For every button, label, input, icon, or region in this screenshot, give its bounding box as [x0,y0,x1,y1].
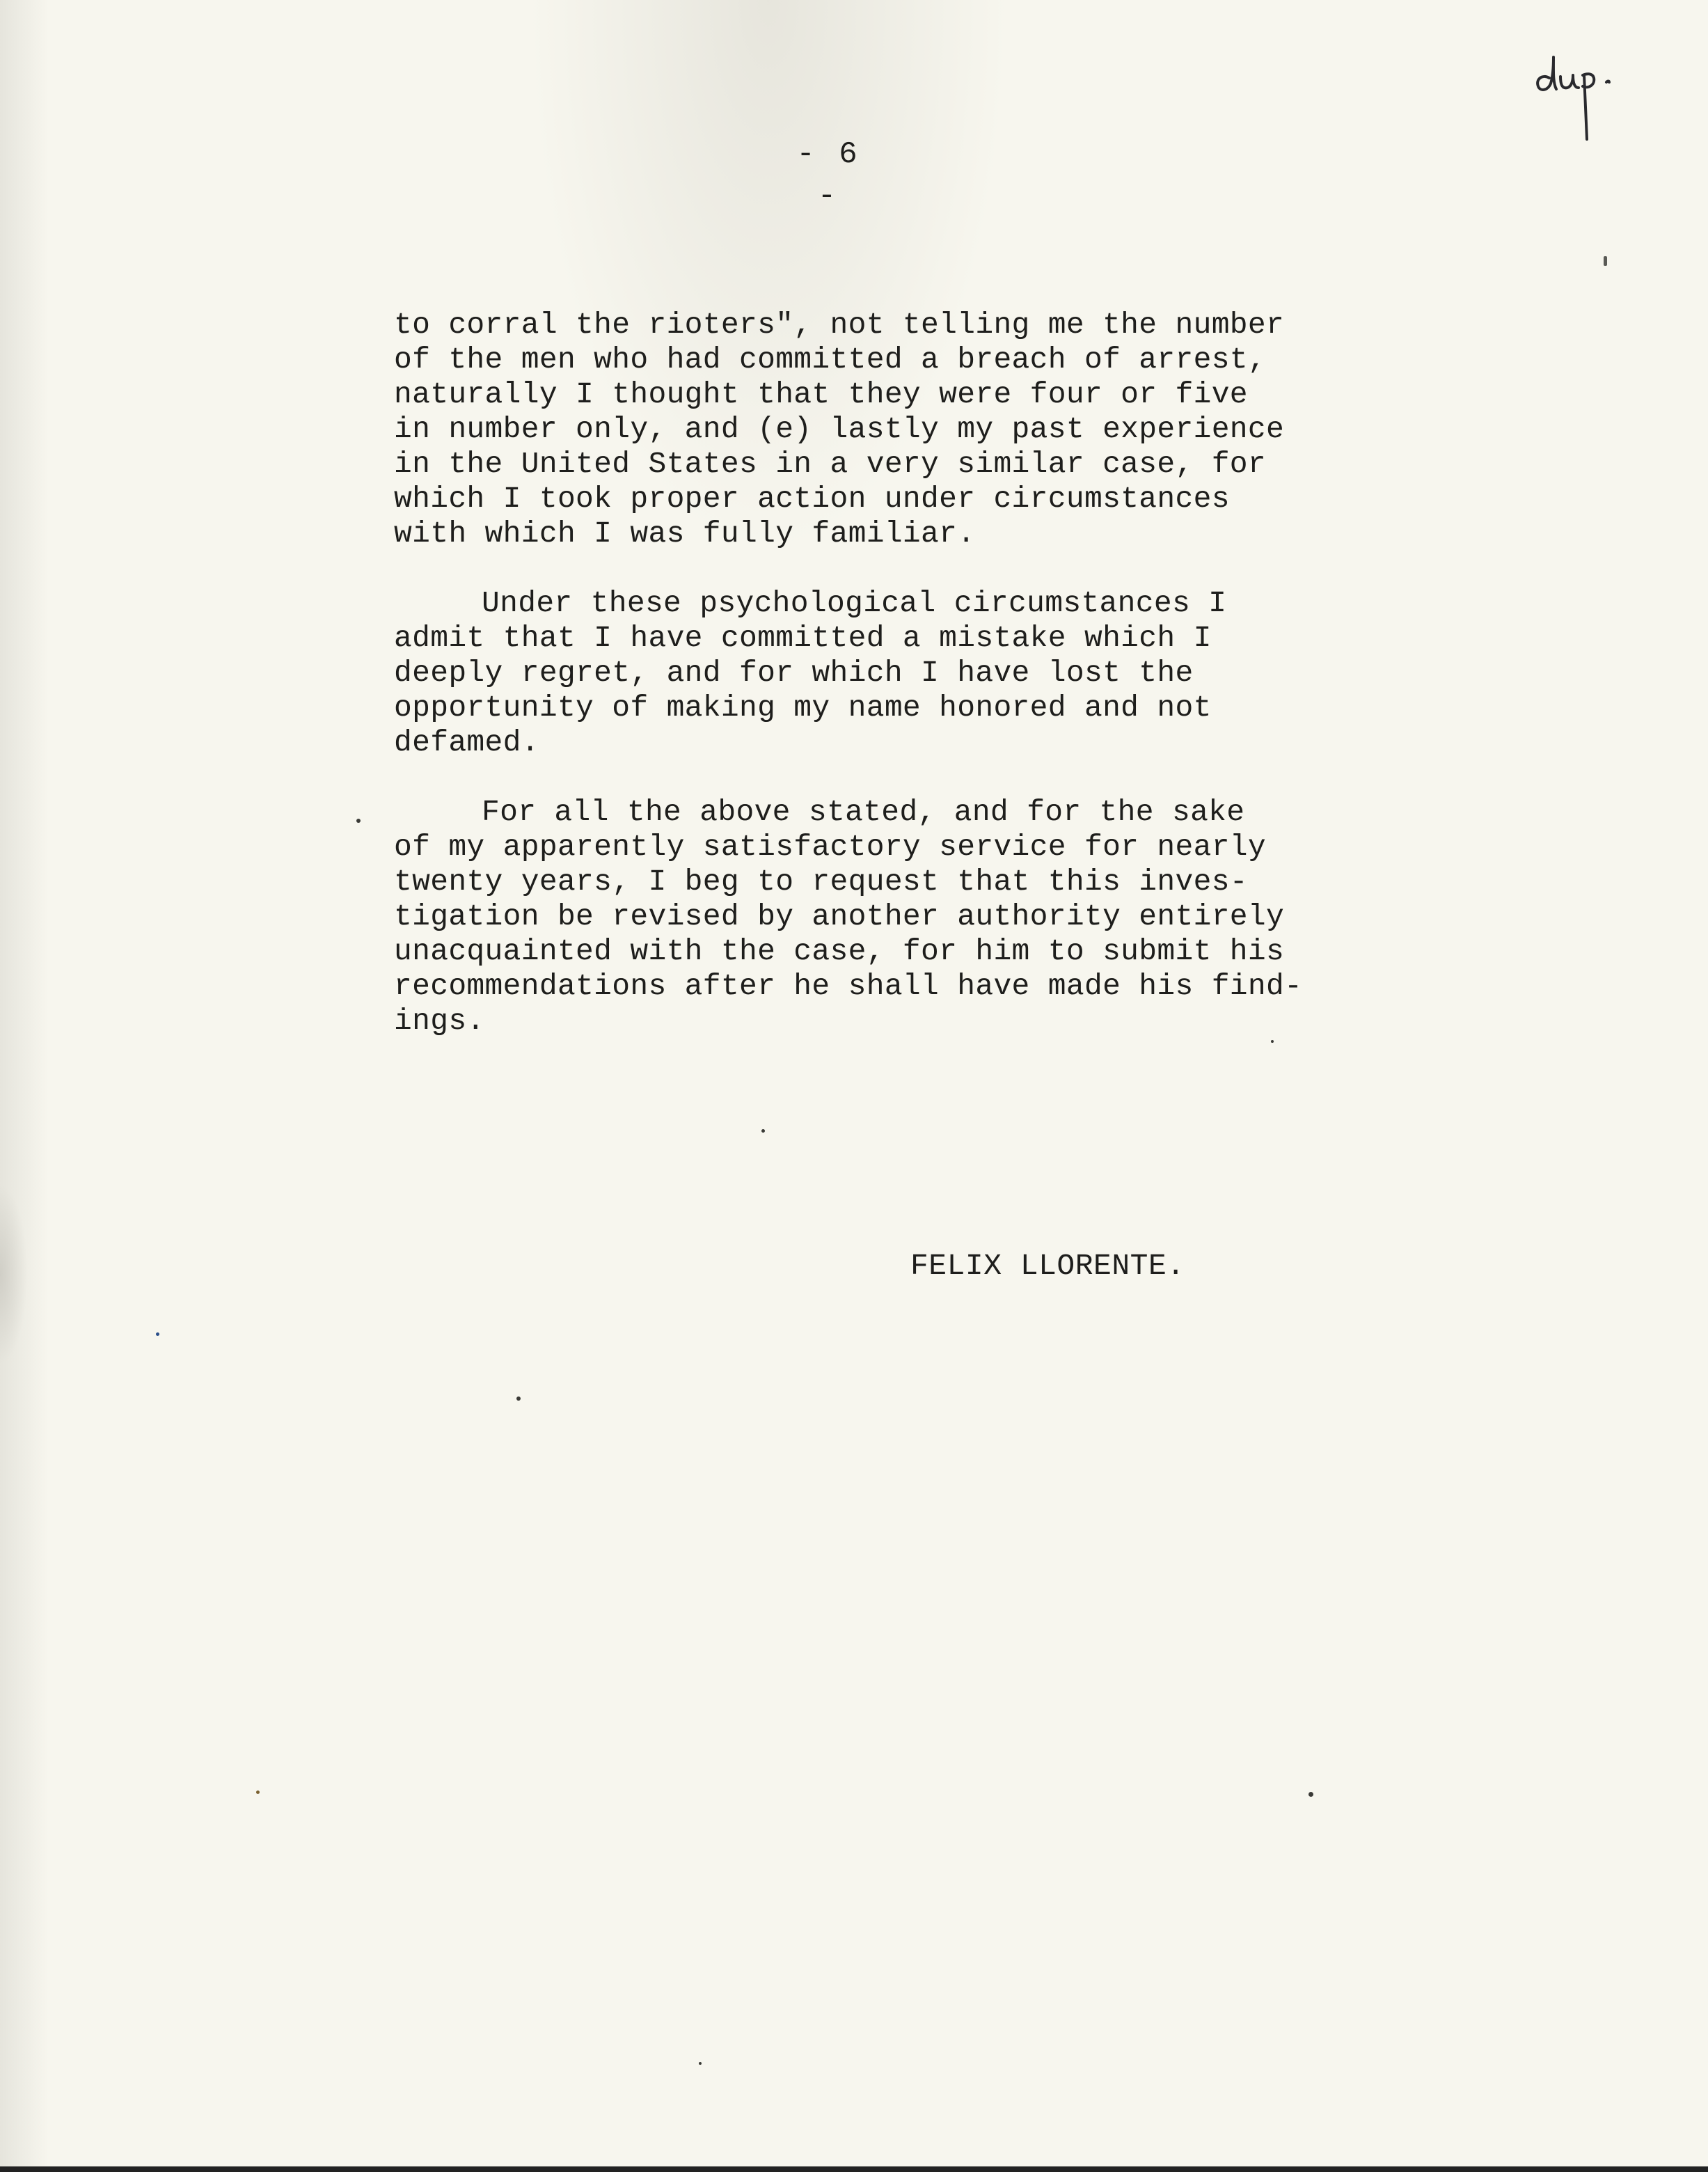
handwritten-annotation [1530,36,1641,148]
text-line: admit that I have committed a mistake which I [394,621,1212,655]
text-line: which I took proper action under circumstances [394,482,1230,516]
text-line: For all the above stated, and for the sake [482,795,1245,829]
paper-speck [156,1332,159,1336]
paper-speck [1271,1040,1274,1043]
text-line: twenty years, I beg to request that this inves- [394,865,1248,899]
text-line: to corral the rioters", not telling me the number [394,308,1285,342]
paragraph-1 [394,308,1320,551]
paper-speck [1604,256,1607,266]
text-line: tigation be revised by another authority entirely [394,899,1285,934]
text-line: of my apparently satisfactory service for nearly [394,830,1267,864]
paper-speck [516,1396,521,1401]
text-line: opportunity of making my name honored and not [394,691,1212,725]
paper-speck [699,2062,702,2065]
paper-speck [761,1129,765,1133]
text-line: with which I was fully familiar. [394,517,976,551]
paper-speck [256,1791,260,1794]
paper-speck [356,819,361,823]
text-line: unacquainted with the case, for him to submit his [394,934,1285,968]
text-line: defamed. [394,725,539,760]
letter-body [394,308,1320,1073]
text-line: in the United States in a very similar case, for [394,447,1267,481]
text-line: recommendations after he shall have made his find- [394,969,1303,1003]
text-line: deeply regret, and for which I have lost the [394,656,1194,690]
text-line: Under these psychological circumstances I [482,586,1227,620]
page-number: - 6 - [796,137,860,214]
paper-stain [0,1183,28,1364]
paper-speck [1308,1792,1313,1797]
signature: FELIX LLORENTE. [910,1249,1185,1283]
paragraph-2 [394,586,1320,760]
text-line: in number only, and (e) lastly my past experience [394,412,1285,446]
scan-border [0,2166,1708,2172]
paragraph-3 [394,795,1320,1039]
text-line: naturally I thought that they were four or five [394,377,1248,411]
text-line: of the men who had committed a breach of arrest, [394,343,1267,377]
text-line: ings. [394,1004,485,1038]
